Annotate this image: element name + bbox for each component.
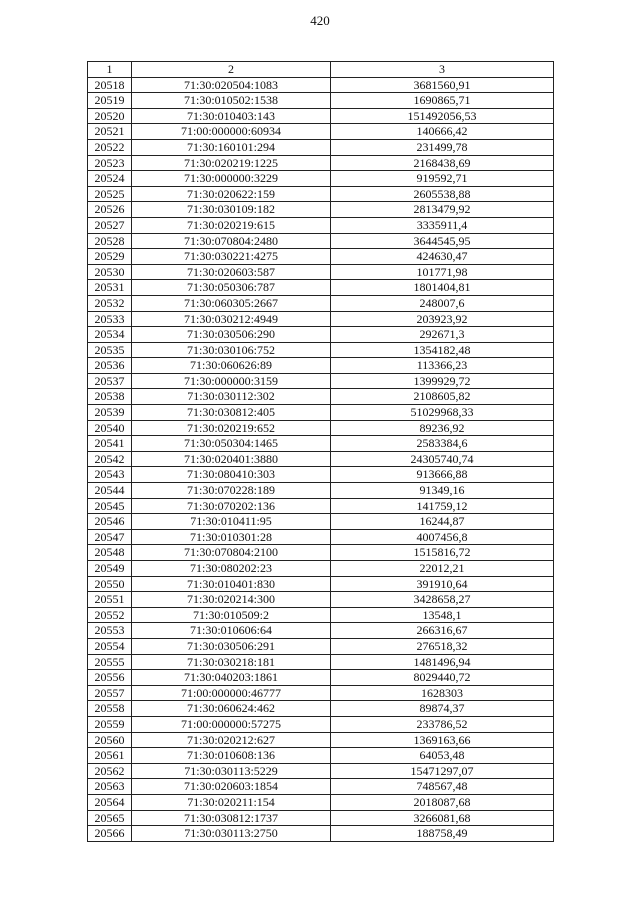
header-row [88,62,554,78]
value-cell: 64053,48 [331,748,554,764]
table-row [88,139,554,155]
table-row [88,514,554,530]
table-row [88,748,554,764]
header-col-2: 2 [132,62,331,78]
value-cell: 1515816,72 [331,545,554,561]
value-cell: 1354182,48 [331,342,554,358]
cadastral-number-cell: 71:30:030109:182 [132,202,331,218]
cadastral-number-cell: 71:00:000000:60934 [132,124,331,140]
cadastral-number-cell: 71:30:020211:154 [132,794,331,810]
table-row [88,716,554,732]
table-row [88,623,554,639]
row-number-cell: 20557 [88,685,132,701]
table-row [88,654,554,670]
value-cell: 2018087,68 [331,794,554,810]
row-number-cell: 20565 [88,810,132,826]
cadastral-number-cell: 71:30:070202:136 [132,498,331,514]
value-cell: 188758,49 [331,826,554,842]
row-number-cell: 20555 [88,654,132,670]
value-cell: 89874,37 [331,701,554,717]
cadastral-number-cell: 71:30:060305:2667 [132,295,331,311]
value-cell: 2108605,82 [331,389,554,405]
value-cell: 1481496,94 [331,654,554,670]
cadastral-number-cell: 71:30:020401:3880 [132,451,331,467]
cadastral-number-cell: 71:30:070804:2100 [132,545,331,561]
row-number-cell: 20542 [88,451,132,467]
row-number-cell: 20523 [88,155,132,171]
table-row [88,171,554,187]
row-number-cell: 20558 [88,701,132,717]
cadastral-number-cell: 71:30:020504:1083 [132,77,331,93]
row-number-cell: 20519 [88,93,132,109]
value-cell: 4007456,8 [331,529,554,545]
cadastral-number-cell: 71:30:020622:159 [132,186,331,202]
value-cell: 16244,87 [331,514,554,530]
row-number-cell: 20561 [88,748,132,764]
value-cell: 2605538,88 [331,186,554,202]
row-number-cell: 20556 [88,670,132,686]
cadastral-number-cell: 71:30:060624:462 [132,701,331,717]
table-row [88,93,554,109]
row-number-cell: 20522 [88,139,132,155]
table-row [88,436,554,452]
row-number-cell: 20550 [88,576,132,592]
row-number-cell: 20560 [88,732,132,748]
row-number-cell: 20531 [88,280,132,296]
cadastral-number-cell: 71:30:050304:1465 [132,436,331,452]
registry-table [87,61,554,842]
row-number-cell: 20551 [88,592,132,608]
table-row [88,420,554,436]
cadastral-number-cell: 71:00:000000:46777 [132,685,331,701]
cadastral-number-cell: 71:30:020603:1854 [132,779,331,795]
table-row [88,826,554,842]
row-number-cell: 20530 [88,264,132,280]
table-row [88,545,554,561]
row-number-cell: 20544 [88,483,132,499]
row-number-cell: 20521 [88,124,132,140]
page-number: 420 [310,13,330,28]
table-row [88,592,554,608]
table-row [88,483,554,499]
table-header [88,62,554,78]
row-number-cell: 20528 [88,233,132,249]
table-row [88,670,554,686]
value-cell: 140666,42 [331,124,554,140]
table-row [88,638,554,654]
row-number-cell: 20529 [88,249,132,265]
cadastral-number-cell: 71:30:010411:95 [132,514,331,530]
row-number-cell: 20520 [88,108,132,124]
table-row [88,498,554,514]
cadastral-number-cell: 71:30:000000:3229 [132,171,331,187]
cadastral-number-cell: 71:30:030113:5229 [132,763,331,779]
row-number-cell: 20532 [88,295,132,311]
row-number-cell: 20545 [88,498,132,514]
value-cell: 919592,71 [331,171,554,187]
header-col-3: 3 [331,62,554,78]
value-cell: 276518,32 [331,638,554,654]
value-cell: 3266081,68 [331,810,554,826]
cadastral-number-cell: 71:30:000000:3159 [132,373,331,389]
row-number-cell: 20554 [88,638,132,654]
cadastral-number-cell: 71:30:020212:627 [132,732,331,748]
row-number-cell: 20543 [88,467,132,483]
cadastral-number-cell: 71:30:020219:615 [132,217,331,233]
value-cell: 91349,16 [331,483,554,499]
value-cell: 89236,92 [331,420,554,436]
table-row [88,186,554,202]
row-number-cell: 20540 [88,420,132,436]
value-cell: 1801404,81 [331,280,554,296]
cadastral-number-cell: 71:30:070228:189 [132,483,331,499]
row-number-cell: 20525 [88,186,132,202]
row-number-cell: 20546 [88,514,132,530]
table-row [88,779,554,795]
table-row [88,451,554,467]
row-number-cell: 20535 [88,342,132,358]
cadastral-number-cell: 71:30:010509:2 [132,607,331,623]
row-number-cell: 20549 [88,561,132,577]
value-cell: 266316,67 [331,623,554,639]
value-cell: 3428658,27 [331,592,554,608]
row-number-cell: 20537 [88,373,132,389]
table-row [88,685,554,701]
table-row [88,701,554,717]
row-number-cell: 20559 [88,716,132,732]
value-cell: 2168438,69 [331,155,554,171]
table-row [88,732,554,748]
value-cell: 1690865,71 [331,93,554,109]
value-cell: 913666,88 [331,467,554,483]
cadastral-number-cell: 71:30:080410:303 [132,467,331,483]
value-cell: 203923,92 [331,311,554,327]
cadastral-number-cell: 71:30:030212:4949 [132,311,331,327]
value-cell: 292671,3 [331,327,554,343]
table-row [88,576,554,592]
row-number-cell: 20526 [88,202,132,218]
cadastral-number-cell: 71:30:080202:23 [132,561,331,577]
value-cell: 3644545,95 [331,233,554,249]
row-number-cell: 20562 [88,763,132,779]
cadastral-number-cell: 71:30:020214:300 [132,592,331,608]
row-number-cell: 20534 [88,327,132,343]
value-cell: 248007,6 [331,295,554,311]
table-row [88,295,554,311]
value-cell: 51029968,33 [331,405,554,421]
cadastral-number-cell: 71:30:030106:752 [132,342,331,358]
cadastral-number-cell: 71:30:030812:1737 [132,810,331,826]
table-row [88,561,554,577]
cadastral-number-cell: 71:30:030218:181 [132,654,331,670]
cadastral-number-cell: 71:30:010401:830 [132,576,331,592]
table-row [88,233,554,249]
table-row [88,108,554,124]
row-number-cell: 20548 [88,545,132,561]
table-row [88,529,554,545]
row-number-cell: 20536 [88,358,132,374]
cadastral-number-cell: 71:30:020219:652 [132,420,331,436]
table-row [88,327,554,343]
value-cell: 233786,52 [331,716,554,732]
cadastral-number-cell: 71:30:030112:302 [132,389,331,405]
cadastral-number-cell: 71:30:070804:2480 [132,233,331,249]
table-row [88,607,554,623]
table-row [88,358,554,374]
value-cell: 2583384,6 [331,436,554,452]
table-row [88,467,554,483]
table-row [88,77,554,93]
table-row [88,217,554,233]
value-cell: 3335911,4 [331,217,554,233]
cadastral-number-cell: 71:30:030221:4275 [132,249,331,265]
value-cell: 113366,23 [331,358,554,374]
value-cell: 1399929,72 [331,373,554,389]
cadastral-number-cell: 71:30:030812:405 [132,405,331,421]
row-number-cell: 20533 [88,311,132,327]
row-number-cell: 20547 [88,529,132,545]
value-cell: 424630,47 [331,249,554,265]
row-number-cell: 20564 [88,794,132,810]
table-row [88,405,554,421]
cadastral-number-cell: 71:30:020219:1225 [132,155,331,171]
table-row [88,202,554,218]
cadastral-number-cell: 71:30:030506:291 [132,638,331,654]
value-cell: 391910,64 [331,576,554,592]
row-number-cell: 20566 [88,826,132,842]
cadastral-number-cell: 71:30:060626:89 [132,358,331,374]
header-col-1: 1 [88,62,132,78]
table-row [88,155,554,171]
cadastral-number-cell: 71:30:010606:64 [132,623,331,639]
row-number-cell: 20538 [88,389,132,405]
cadastral-number-cell: 71:30:160101:294 [132,139,331,155]
value-cell: 1369163,66 [331,732,554,748]
cadastral-number-cell: 71:30:010608:136 [132,748,331,764]
value-cell: 15471297,07 [331,763,554,779]
value-cell: 3681560,91 [331,77,554,93]
row-number-cell: 20518 [88,77,132,93]
value-cell: 141759,12 [331,498,554,514]
row-number-cell: 20552 [88,607,132,623]
table-row [88,249,554,265]
table-row [88,763,554,779]
value-cell: 101771,98 [331,264,554,280]
table-body [88,77,554,841]
cadastral-number-cell: 71:30:010403:143 [132,108,331,124]
cadastral-number-cell: 71:30:010502:1538 [132,93,331,109]
cadastral-number-cell: 71:30:020603:587 [132,264,331,280]
table-row [88,280,554,296]
value-cell: 8029440,72 [331,670,554,686]
row-number-cell: 20541 [88,436,132,452]
row-number-cell: 20539 [88,405,132,421]
value-cell: 24305740,74 [331,451,554,467]
value-cell: 22012,21 [331,561,554,577]
value-cell: 1628303 [331,685,554,701]
row-number-cell: 20563 [88,779,132,795]
table-row [88,311,554,327]
value-cell: 2813479,92 [331,202,554,218]
cadastral-number-cell: 71:30:030506:290 [132,327,331,343]
table-row [88,810,554,826]
cadastral-number-cell: 71:30:040203:1861 [132,670,331,686]
table-row [88,264,554,280]
table-row [88,342,554,358]
value-cell: 231499,78 [331,139,554,155]
value-cell: 13548,1 [331,607,554,623]
row-number-cell: 20553 [88,623,132,639]
value-cell: 151492056,53 [331,108,554,124]
table-row [88,124,554,140]
table-row [88,373,554,389]
row-number-cell: 20524 [88,171,132,187]
table-row [88,794,554,810]
row-number-cell: 20527 [88,217,132,233]
cadastral-number-cell: 71:30:010301:28 [132,529,331,545]
cadastral-number-cell: 71:00:000000:57275 [132,716,331,732]
cadastral-number-cell: 71:30:050306:787 [132,280,331,296]
table-row [88,389,554,405]
cadastral-number-cell: 71:30:030113:2750 [132,826,331,842]
value-cell: 748567,48 [331,779,554,795]
